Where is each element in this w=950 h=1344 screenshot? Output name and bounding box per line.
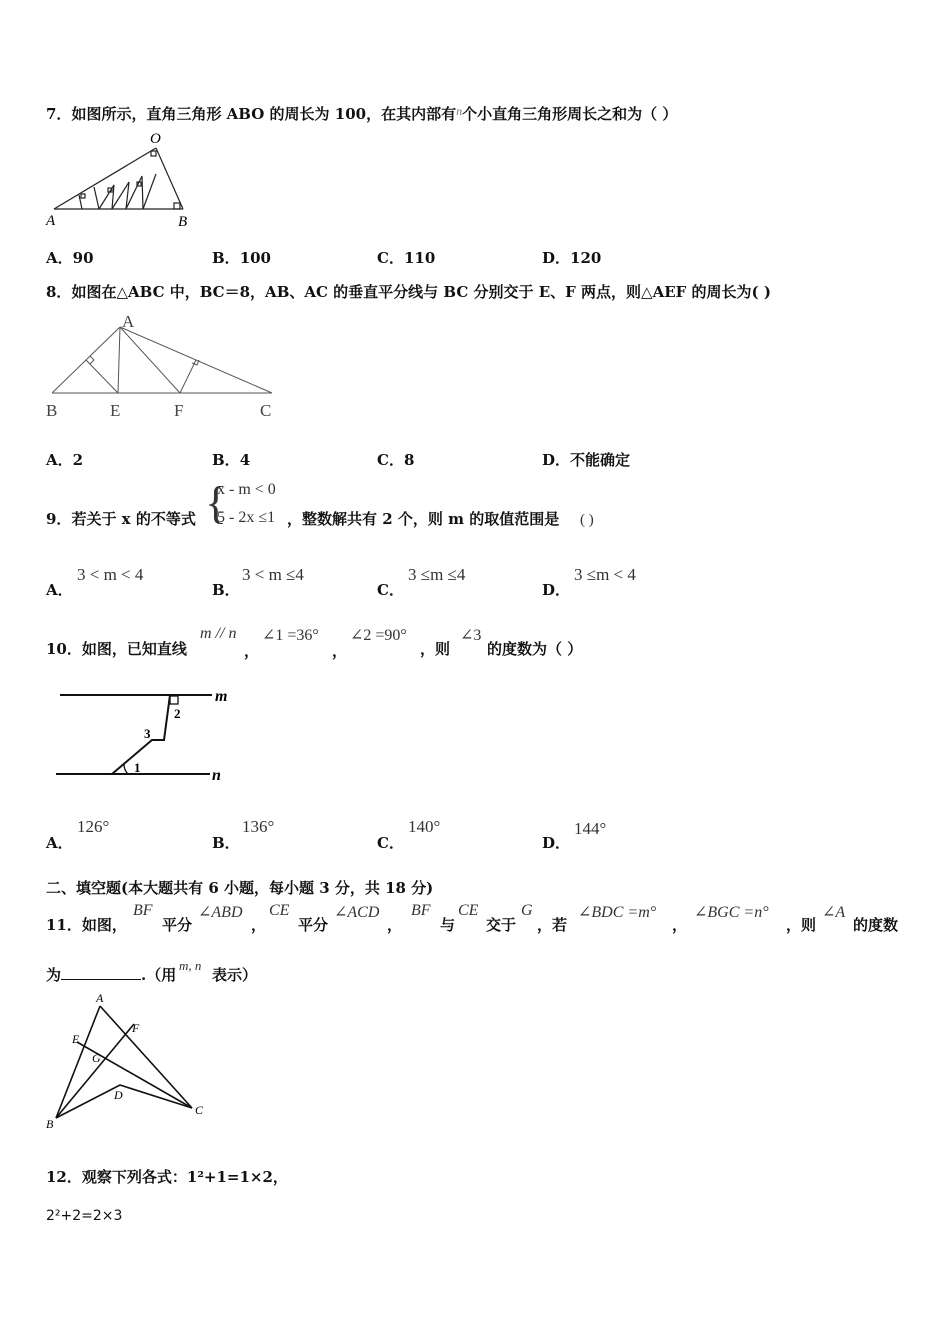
q8-stem xyxy=(46,281,771,302)
q10-label-n: n xyxy=(212,767,221,784)
q10-comma: ， xyxy=(332,642,348,660)
q8-option-a[interactable]: A．2 xyxy=(46,451,84,469)
q11-angle-acd: ∠ACD xyxy=(334,904,380,921)
q10-bent-path xyxy=(112,695,170,774)
q8-segment-af xyxy=(120,327,180,393)
q8-segment-ae xyxy=(118,327,120,393)
q11-bisects-2: 平分 xyxy=(298,916,329,934)
q8-text: 如图在△ABC 中，BC＝8，AB、AC 的垂直平分线与 BC 分别交于 E、F 两点，则△AEF 的周长为( ) xyxy=(71,283,771,301)
q10-right-angle-mark xyxy=(170,696,178,704)
q12-number: 12． xyxy=(46,1168,82,1186)
q10-figure xyxy=(52,682,252,787)
q11-bf: BF xyxy=(133,902,153,919)
q10-text-a: 10．如图，已知直线 xyxy=(46,640,187,658)
q9-text-a: 若关于 x 的不等式 xyxy=(71,510,196,528)
q7-edge-ob xyxy=(156,148,183,209)
q9-system-brace: { xyxy=(205,477,228,528)
q10-option-d-letter[interactable]: D． xyxy=(542,834,571,852)
q11-then: ，则 xyxy=(786,916,817,934)
q7-option-d[interactable]: D．120 xyxy=(542,249,602,267)
q7-text-a: 如图所示，直角三角形 ABO 的周长为 100，在其内部有 xyxy=(71,105,457,123)
q7-right-angle-mark xyxy=(81,194,85,198)
q7-number: 7． xyxy=(46,105,72,123)
q10-angle-2: ∠2 =90° xyxy=(350,627,407,644)
q8-label-b: B xyxy=(46,401,58,420)
q9-inequality-2: 5 - 2x ≤1 xyxy=(217,509,276,526)
q9-number: 9． xyxy=(46,510,72,528)
q11-comma: ， xyxy=(251,916,267,934)
q8-label-f: F xyxy=(174,401,184,420)
q10-then: ，则 xyxy=(420,640,451,658)
q10-label-1: 1 xyxy=(134,760,141,775)
q9-option-d-value[interactable]: 3 ≤m < 4 xyxy=(574,565,636,584)
q10-option-c-value[interactable]: 140° xyxy=(408,817,441,836)
q11-angle-a: ∠A xyxy=(822,904,846,921)
q7-stem xyxy=(46,103,677,124)
q11-label-d: D xyxy=(114,1088,123,1102)
q11-degree: 的度数 xyxy=(853,916,899,934)
q10-option-a-letter[interactable]: A． xyxy=(46,834,73,852)
q10-option-d-value[interactable]: 144° xyxy=(574,819,607,838)
q10-label-m: m xyxy=(215,688,228,705)
q11-line-2: 为 .（用 xyxy=(46,966,177,984)
q7-option-c[interactable]: C．110 xyxy=(377,249,436,267)
q10-text-b: 的度数为（ ） xyxy=(487,640,583,658)
q7-label-a: A xyxy=(46,213,56,229)
q9-option-a-value[interactable]: 3 < m < 4 xyxy=(77,565,144,584)
q7-label-o: O xyxy=(150,131,161,147)
q12-stem xyxy=(46,1166,288,1187)
q11-ce: CE xyxy=(269,902,290,919)
q11-g: G xyxy=(521,902,533,919)
q12-text: 观察下列各式：1²+1=1×2， xyxy=(81,1168,288,1186)
q11-intro: 11．如图， xyxy=(46,916,127,934)
q11-angle-abd: ∠ABD xyxy=(198,904,243,921)
q11-meet-at: 交于 xyxy=(486,916,517,934)
q11-and: 与 xyxy=(440,916,456,934)
q8-right-angle-mark xyxy=(90,356,94,364)
q11-label-b: B xyxy=(46,1117,54,1131)
q8-perp-bisector-ab xyxy=(86,360,118,393)
q11-number: 11． xyxy=(46,916,82,934)
q7-small-leg xyxy=(94,187,99,209)
q11-label-c: C xyxy=(195,1103,204,1117)
q11-figure xyxy=(42,990,212,1135)
q10-option-c-letter[interactable]: C． xyxy=(377,834,404,852)
q11-label-e: E xyxy=(72,1032,80,1046)
q7-var-n: n xyxy=(456,104,463,118)
q8-option-c[interactable]: C．8 xyxy=(377,451,415,469)
q9-option-b-value[interactable]: 3 < m ≤4 xyxy=(242,565,304,584)
q10-option-b-letter[interactable]: B． xyxy=(212,834,240,852)
q11-angle-bgc: ∠BGC =n° xyxy=(694,904,769,921)
q8-label-e: E xyxy=(110,401,121,420)
q11-if: ，若 xyxy=(537,916,568,934)
q11-express: 表示） xyxy=(212,966,258,984)
q7-option-b[interactable]: B．100 xyxy=(212,249,271,267)
q11-comma: ， xyxy=(387,916,403,934)
q9-option-c-letter[interactable]: C． xyxy=(377,581,404,599)
q11-angle-bdc: ∠BDC =m° xyxy=(578,904,657,921)
q8-option-d[interactable]: D．不能确定 xyxy=(542,451,631,469)
q7-small-hyp xyxy=(143,174,156,209)
q10-comma: ， xyxy=(244,642,260,660)
q7-text-b: 个小直角三角形周长之和为（ ） xyxy=(462,105,678,123)
q10-angle-1-arc xyxy=(124,764,128,774)
q11-label-f: F xyxy=(132,1021,140,1035)
q9-option-b-letter[interactable]: B． xyxy=(212,581,240,599)
q9-option-c-value[interactable]: 3 ≤m ≤4 xyxy=(408,565,466,584)
q7-label-b: B xyxy=(178,214,188,230)
q7-option-a[interactable]: A．90 xyxy=(46,249,94,267)
q10-label-3: 3 xyxy=(144,726,151,741)
q11-vars: m, n xyxy=(179,958,202,973)
q10-label-2: 2 xyxy=(174,706,181,721)
q10-angle-3: ∠3 xyxy=(460,627,482,644)
q9-option-d-letter[interactable]: D． xyxy=(542,581,571,599)
q9-inequality-1: x - m < 0 xyxy=(217,481,276,498)
q10-angle-1: ∠1 =36° xyxy=(262,627,319,644)
q7-figure xyxy=(44,128,204,232)
q11-segment-bf xyxy=(56,1024,134,1118)
q10-parallel-expr: m // n xyxy=(200,625,237,642)
q11-ce-2: CE xyxy=(458,902,479,919)
section-2-title: 二、填空题(本大题共有 6 小题，每小题 3 分，共 18 分) xyxy=(46,879,434,897)
q8-number: 8． xyxy=(46,283,72,301)
q11-path-bdc xyxy=(56,1085,192,1118)
q10-option-a-value[interactable]: 126° xyxy=(77,817,110,836)
q10-option-b-value[interactable]: 136° xyxy=(242,817,275,836)
q11-label-g: G xyxy=(92,1051,101,1065)
q11-label-a: A xyxy=(96,991,104,1005)
q11-comma: ， xyxy=(672,916,688,934)
q8-perp-bisector-ac xyxy=(180,360,196,393)
q9-stem-a xyxy=(46,508,196,529)
q7-right-angle-mark xyxy=(174,203,180,209)
q7-small-tri xyxy=(126,176,143,209)
q8-figure xyxy=(40,308,290,426)
q11-bf-2: BF xyxy=(411,902,431,919)
q8-label-a: A xyxy=(122,312,135,331)
q7-right-angle-mark xyxy=(151,151,156,156)
q8-label-c: C xyxy=(260,401,272,420)
q10-number: 10． xyxy=(46,640,82,658)
q11-bisects-1: 平分 xyxy=(162,916,193,934)
q8-option-b[interactable]: B．4 xyxy=(212,451,251,469)
q9-answer-paren: ( ) xyxy=(580,512,594,528)
q9-text-b: ，整数解共有 2 个，则 m 的取值范围是 xyxy=(287,510,560,528)
q7-small-tri xyxy=(112,182,129,209)
q12-line-2: 2²+2=2×3 xyxy=(46,1208,123,1224)
q9-option-a-letter[interactable]: A． xyxy=(46,581,73,599)
q11-answer-blank[interactable] xyxy=(61,967,141,980)
